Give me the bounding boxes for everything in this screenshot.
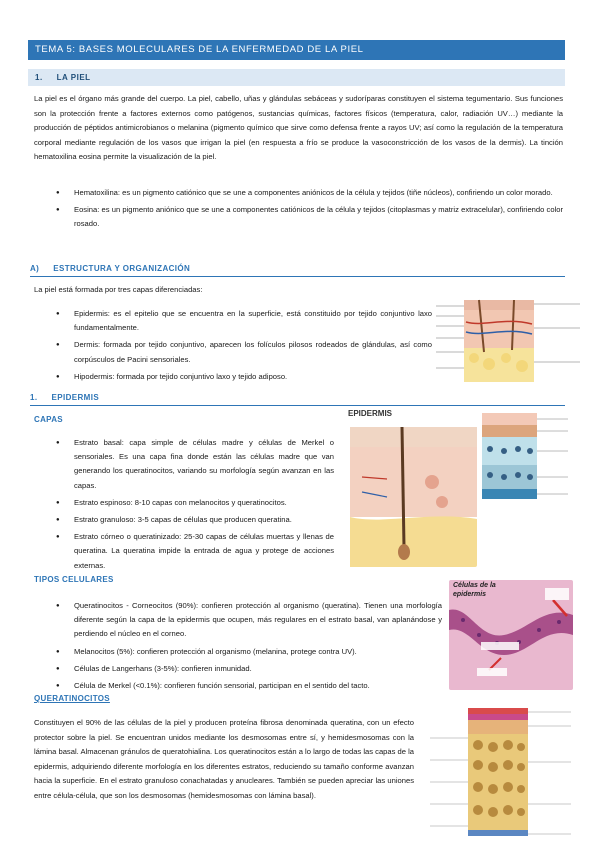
list-item: ● Hematoxilina: es un pigmento catiónico que se une a componentes aniónicos de la célula y tejidos (tiñe núcleos), confiriendo un color morado. <box>34 186 563 200</box>
skin-cross-section-image <box>434 292 584 390</box>
page-title: TEMA 5: BASES MOLECULARES DE LA ENFERMEDAD DE LA PIEL <box>28 40 565 60</box>
subsection-label: EPIDERMIS <box>51 393 100 402</box>
list-item: ● Células de Langerhans (3-5%): confieren inmunidad. <box>34 662 442 676</box>
subsection-label: ESTRUCTURA Y ORGANIZACIÓN <box>53 264 191 273</box>
epidermis-cells-image <box>449 580 573 690</box>
capas-list <box>34 436 334 576</box>
section-heading-la-piel <box>28 69 565 86</box>
list-item: ● Estrato córneo o queratinizado: 25-30 capas de células muertas y llenas de queratina. La queratina impide la entrada de agua y protege de acciones externas. <box>34 530 334 573</box>
subsection-heading-epidermis <box>30 393 565 406</box>
subsection-number: 1. <box>30 393 38 402</box>
keratinocytes-diagram-image <box>428 700 573 848</box>
stain-list <box>34 186 563 235</box>
list-item: ● Célula de Merkel (<0.1%): confieren función sensorial, participan en el sentido del tacto. <box>34 679 442 693</box>
subsection-number: A) <box>30 264 40 273</box>
epidermis-diagram-image <box>342 407 477 567</box>
figure-title: EPIDERMIS <box>348 409 393 418</box>
epidermal-layers-image <box>478 409 570 505</box>
subsection-heading-estructura <box>30 264 565 277</box>
queratinocitos-heading: QUERATINOCITOS <box>34 694 110 703</box>
tipos-list <box>34 599 442 696</box>
tipos-celulares-heading: TIPOS CELULARES <box>34 575 114 584</box>
section-label: LA PIEL <box>56 73 91 82</box>
intro-paragraph: La piel es el órgano más grande del cuerpo. La piel, cabello, uñas y glándulas sebáceas y sudoríparas constituyen el sistema tegumentario. Sus funciones son la protección frente a factores externos como patógenos, sustancias químicas, factores físicos (temperatura, calor, radiación UV…) mediante la producción de péptidos antimicrobianos o melanina (pigmento químico que sirve como defensa frente a rayos UV; así como la regulación de la temperatura corporal mediante regulación de los vasos que irrigan la piel (en respuesta a frío se produce la vasoconstricción de los vasos de la dermis). La tinción hematoxilina eosina permite la visualización de la piel. <box>34 94 563 161</box>
list-item: ● Estrato basal: capa simple de células madre y células de Merkel o sensoriales. Es una capa fina donde están las células madre que van generando los queratinocitos, variando su morfología según avanzan en las capas. <box>34 436 334 493</box>
section-number: 1. <box>35 73 43 82</box>
queratinocitos-paragraph: Constituyen el 90% de las células de la piel y producen proteína fibrosa denominada queratina, con un efecto protector sobre la piel. Se encuentran unidos mediante los desmosomas entre sí, y hemidesmosomas con la lámina basal. Almacenan gránulos de queratohialina. Los queratinocitos están a lo largo de todas las capas de la epidermis, adquiriendo diferente morfología en los diferentes estratos, reduciendo su tamaño conforme avanzan hacia la superficie. En el estrato granuloso conachatadas y anucleares. También se pueden apreciar las uniones entre célula-célula, que son los desmosomas (hemidesmosomas con lámina basal). <box>34 718 414 800</box>
list-item: ● Estrato granuloso: 3-5 capas de células que producen queratina. <box>34 513 334 527</box>
list-item: ● Dermis: formada por tejido conjuntivo, aparecen los folículos pilosos rodeados de glándulas, así como corpúsculos de Pacini sensoriales. <box>34 338 432 366</box>
list-item: ● Eosina: es un pigmento aniónico que se une a componentes catiónicos de la célula y tejidos (citoplasmas y matriz extracelular), confiriendo color rosado. <box>34 203 563 231</box>
capas-heading: CAPAS <box>34 415 63 424</box>
list-item: ● Melanocitos (5%): confieren protección al organismo (melanina, protege contra UV). <box>34 645 442 659</box>
structure-intro: La piel está formada por tres capas diferenciadas: <box>34 285 203 294</box>
list-item: ● Epidermis: es el epitelio que se encuentra en la superficie, está constituido por tejido conjuntivo laxo fundamentalmente. <box>34 307 432 335</box>
list-item: ● Queratinocitos - Corneocitos (90%): confieren protección al organismo (queratina). Tienen una morfología diferente según la capa de la epidermis que ocupen, más regulares en el estrato basal, van aplanándose y perdiendo el núcleo en el corneo. <box>34 599 442 642</box>
figure-title: Células de la epidermis <box>453 582 496 598</box>
layers-list <box>34 307 432 387</box>
list-item: ● Hipodermis: formada por tejido conjuntivo laxo y tejido adiposo. <box>34 370 432 384</box>
list-item: ● Estrato espinoso: 8-10 capas con melanocitos y queratinocitos. <box>34 496 334 510</box>
